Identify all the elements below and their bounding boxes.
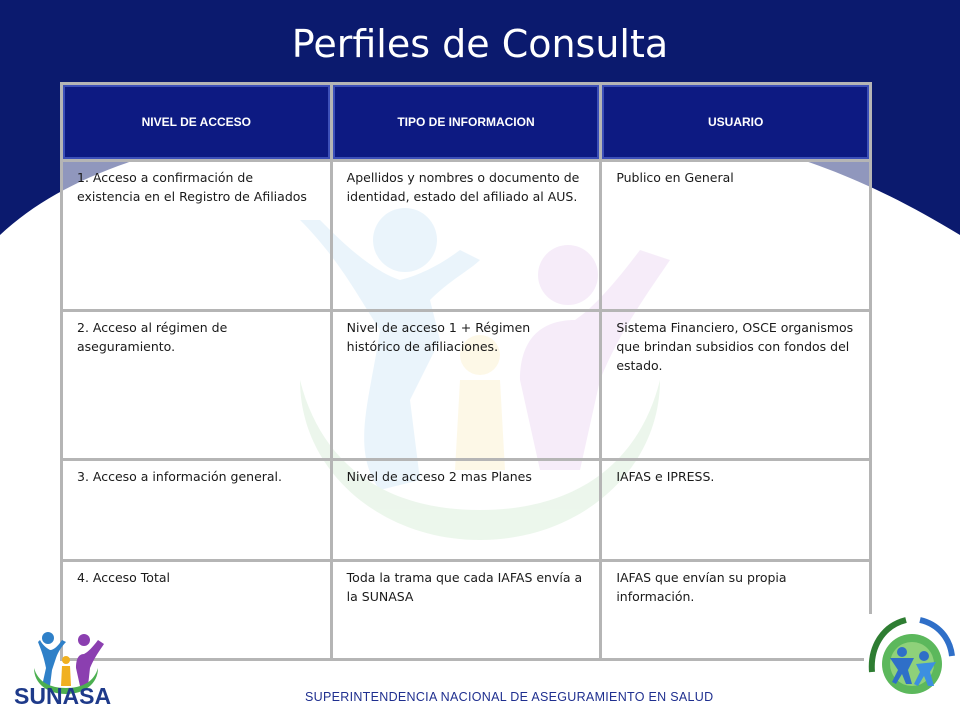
- header-nivel-de-acceso: NIVEL DE ACCESO: [62, 84, 332, 161]
- table-row: [62, 460, 871, 561]
- cell-tipo-de-informacion: Nivel de acceso 2 mas Planes: [331, 460, 601, 561]
- cell-nivel-de-acceso: 1. Acceso a confirmación de existencia en el Registro de Afiliados: [62, 161, 332, 311]
- cell-usuario: IAFAS e IPRESS.: [601, 460, 871, 561]
- table-header-row: [62, 84, 871, 161]
- cell-tipo-de-informacion: Toda la trama que cada IAFAS envía a la SUNASA: [331, 561, 601, 660]
- access-profiles-table-container: [60, 82, 872, 654]
- cell-nivel-de-acceso: 2. Acceso al régimen de aseguramiento.: [62, 311, 332, 460]
- table-row: [62, 561, 871, 660]
- cell-nivel-de-acceso: 3. Acceso a información general.: [62, 460, 332, 561]
- access-profiles-table: [60, 82, 872, 661]
- cell-tipo-de-informacion: Apellidos y nombres o documento de identidad, estado del afiliado al AUS.: [331, 161, 601, 311]
- cell-nivel-de-acceso: 4. Acceso Total: [62, 561, 332, 660]
- footer-text: SUPERINTENDENCIA NACIONAL DE ASEGURAMIENTO EN SALUD: [305, 690, 714, 704]
- table-row: [62, 161, 871, 311]
- aseguramiento-universal-badge-icon: [862, 612, 958, 716]
- sunasa-logo-text: SUNASA: [14, 683, 112, 709]
- cell-usuario: IAFAS que envían su propia información.: [601, 561, 871, 660]
- cell-tipo-de-informacion: Nivel de acceso 1 + Régimen histórico de afiliaciones.: [331, 311, 601, 460]
- header-tipo-de-informacion: TIPO DE INFORMACION: [331, 84, 601, 161]
- cell-usuario: Publico en General: [601, 161, 871, 311]
- slide-title: Perfiles de Consulta: [291, 22, 669, 66]
- header-usuario: USUARIO: [601, 84, 871, 161]
- cell-usuario: Sistema Financiero, OSCE organismos que brindan subsidios con fondos del estado.: [601, 311, 871, 460]
- table-row: [62, 311, 871, 460]
